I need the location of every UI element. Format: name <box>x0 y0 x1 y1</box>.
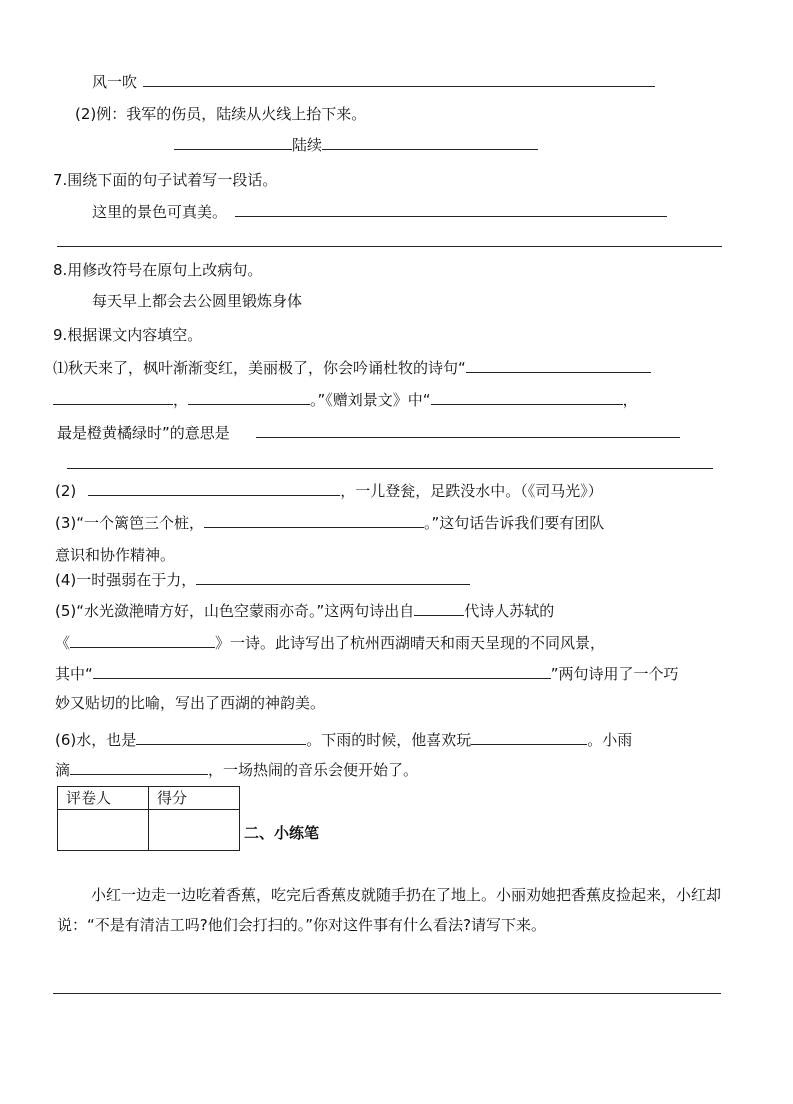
line-luxu: 陆续 <box>174 135 538 157</box>
blank-q7-2[interactable] <box>57 246 722 247</box>
blank-luxu-1[interactable] <box>174 135 292 150</box>
blank-q9-1-f[interactable] <box>67 468 713 469</box>
q9-5-line-d: 妙又贴切的比喻，写出了西湖的神韵美。 <box>55 694 326 712</box>
score-table-score-header: 得分 <box>149 787 240 810</box>
answer-line[interactable] <box>53 993 721 994</box>
question-8: 8.用修改符号在原句上改病句。 <box>53 261 263 279</box>
score-table-score-cell[interactable] <box>149 810 240 851</box>
blank-q9-3[interactable] <box>204 513 424 528</box>
q9-6-line-a: (6)水，也是 。下雨的时候，他喜欢玩 。小雨 <box>55 731 633 749</box>
blank-q9-1-b[interactable] <box>53 390 173 405</box>
blank-q9-1-c[interactable] <box>188 390 310 405</box>
blank-q9-5-lines[interactable] <box>93 664 551 679</box>
blank-q9-6-a[interactable] <box>136 730 306 745</box>
q9-5-line-c: 其中“ ”两句诗用了一个巧 <box>55 665 679 683</box>
q7-prompt-line: 这里的景色可真美。 <box>92 202 667 224</box>
q9-5-line-a: (5)“水光潋滟晴方好，山色空蒙雨亦奇。”这两句诗出自 代诗人苏轼的 <box>55 602 555 620</box>
question-7: 7.围绕下面的句子试着写一段话。 <box>53 171 278 189</box>
score-table-grader-cell[interactable] <box>58 810 149 851</box>
blank-q9-1-d[interactable] <box>431 390 623 405</box>
q9-3-line-a: (3)“一个篱笆三个桩， 。”这句话告诉我们要有团队 <box>55 514 605 532</box>
blank-luxu-2[interactable] <box>322 135 538 150</box>
q9-5-line-b: 《 》一诗。此诗写出了杭州西湖晴天和雨天呈现的不同风景， <box>55 634 606 652</box>
blank-q9-2[interactable] <box>88 481 340 496</box>
q9-1-line-a: ⑴秋天来了，枫叶渐渐变红，美丽极了，你会吟诵杜牧的诗句“ <box>53 358 651 380</box>
blank-q9-6-c[interactable] <box>70 760 208 775</box>
blank-q9-1-e[interactable] <box>256 423 680 438</box>
score-table-grader-header: 评卷人 <box>58 787 149 810</box>
blank-wind[interactable] <box>143 72 655 87</box>
example-2: (2)例：我军的伤员，陆续从火线上抬下来。 <box>75 105 367 123</box>
question-9: 9.根据课文内容填空。 <box>53 326 203 344</box>
blank-q9-4[interactable] <box>196 570 470 585</box>
section-2-paragraph: 小红一边走一边吃着香蕉，吃完后香蕉皮就随手扔在了地上。小丽劝她把香蕉皮捡起来，小红却说：“不是有清洁工吗?他们会打扫的。”你对这件事有什么看法?请写下来。 <box>57 886 722 934</box>
q9-4-line: (4)一时强弱在于力， <box>55 570 470 592</box>
blank-q9-5-dynasty[interactable] <box>414 601 464 616</box>
q8-sentence: 每天早上都会去公圆里锻炼身体 <box>92 292 303 310</box>
q9-1-line-c: 最是橙黄橘绿时”的意思是 <box>57 423 680 445</box>
q9-1-line-b: ， 。”《赠刘景文》中“ ， <box>53 390 638 412</box>
q9-6-line-b: 滴 ，一场热闹的音乐会便开始了。 <box>55 761 419 779</box>
section-2-title: 二、小练笔 <box>244 824 320 842</box>
blank-q9-6-b[interactable] <box>471 730 587 745</box>
blank-q7-1[interactable] <box>235 202 667 217</box>
line-wind: 风一吹 <box>92 72 655 94</box>
score-table <box>57 786 240 851</box>
q9-3-line-b: 意识和协作精神。 <box>55 546 176 564</box>
q9-2-line: (2) ，一儿登瓮，足跌没水中。（《司马光》） <box>55 482 603 500</box>
blank-q9-1-a[interactable] <box>466 358 651 373</box>
blank-q9-5-poem[interactable] <box>70 633 215 648</box>
